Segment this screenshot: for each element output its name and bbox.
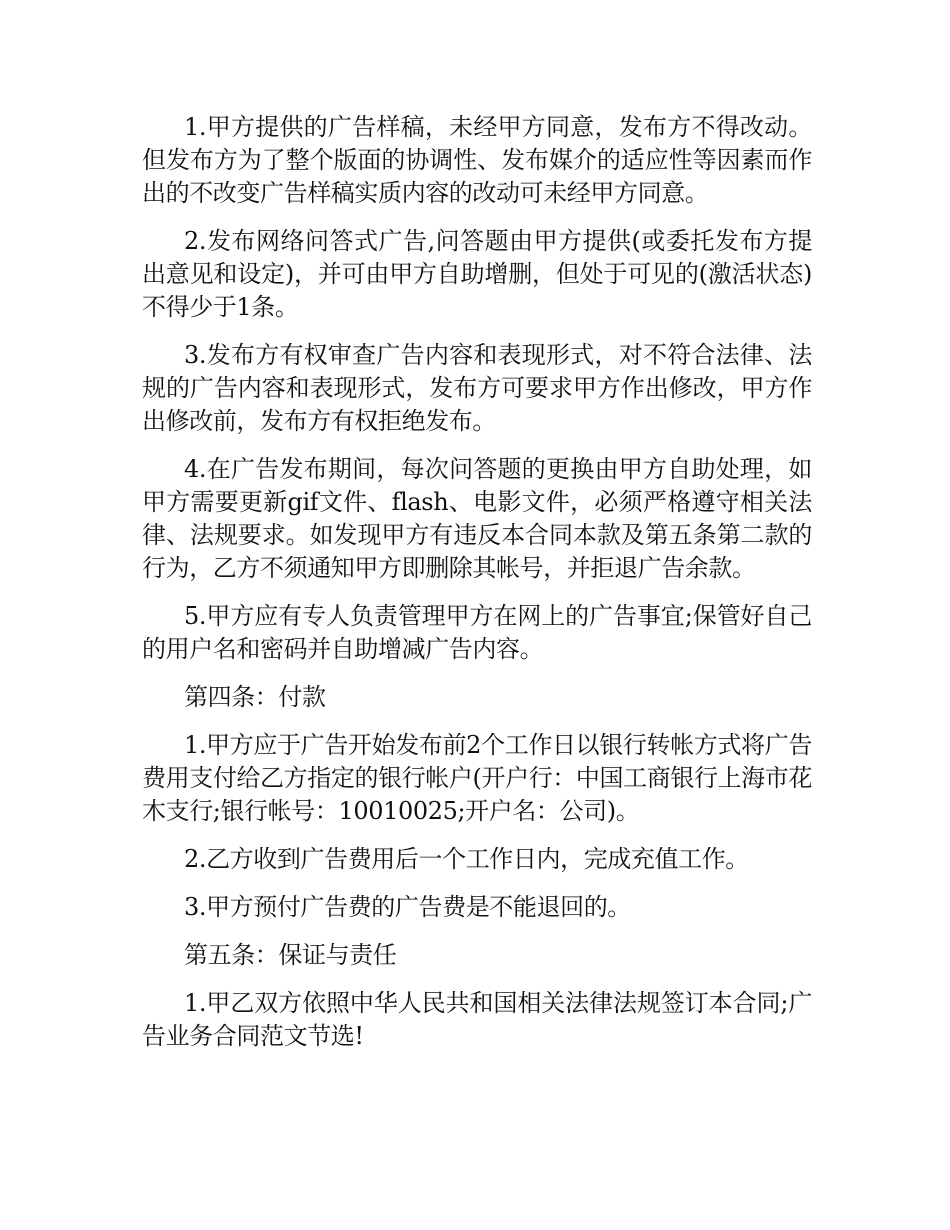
clause-4-3: 3.甲方预付广告费的广告费是不能退回的。: [184, 893, 631, 921]
clause-3-4: 4.在广告发布期间，每次问答题的更换由甲方自助处理，如甲方需要更新gif文件、flash、电影文件，必须严格遵守相关法律、法规要求。如发现甲方有违反本合同本款及第五条第二款的行为，乙方不须通知甲方即删除其帐号，并拒退广告余款。: [142, 455, 812, 582]
clause-3-5: 5.甲方应有专人负责管理甲方在网上的广告事宜;保管好自己的用户名和密码并自助增减广告内容。: [142, 602, 812, 663]
clause-3-2: 2.发布网络问答式广告,问答题由甲方提供(或委托发布方提出意见和设定)，并可由甲方自助增删，但处于可见的(激活状态)不得少于1条。: [142, 227, 812, 321]
clause-5-1: 1.甲乙双方依照中华人民共和国相关法律法规签订本合同;广告业务合同范文节选!: [142, 989, 812, 1050]
clause-3-3: 3.发布方有权审查广告内容和表现形式，对不符合法律、法规的广告内容和表现形式，发布方可要求甲方作出修改，甲方作出修改前，发布方有权拒绝发布。: [142, 341, 812, 435]
section-heading-article-4: 第四条：付款: [184, 683, 326, 711]
document-body: [142, 111, 812, 1068]
section-heading-article-5: 第五条：保证与责任: [184, 941, 397, 969]
clause-3-1: 1.甲方提供的广告样稿，未经甲方同意，发布方不得改动。但发布方为了整个版面的协调性、发布媒介的适应性等因素而作出的不改变广告样稿实质内容的改动可未经甲方同意。: [142, 113, 812, 207]
clause-4-1: 1.甲方应于广告开始发布前2个工作日以银行转帐方式将广告费用支付给乙方指定的银行帐户(开户行：中国工商银行上海市花木支行;银行帐号：10010025;开户名：公司)。: [142, 731, 812, 825]
clause-4-2: 2.乙方收到广告费用后一个工作日内，完成充值工作。: [184, 845, 749, 873]
